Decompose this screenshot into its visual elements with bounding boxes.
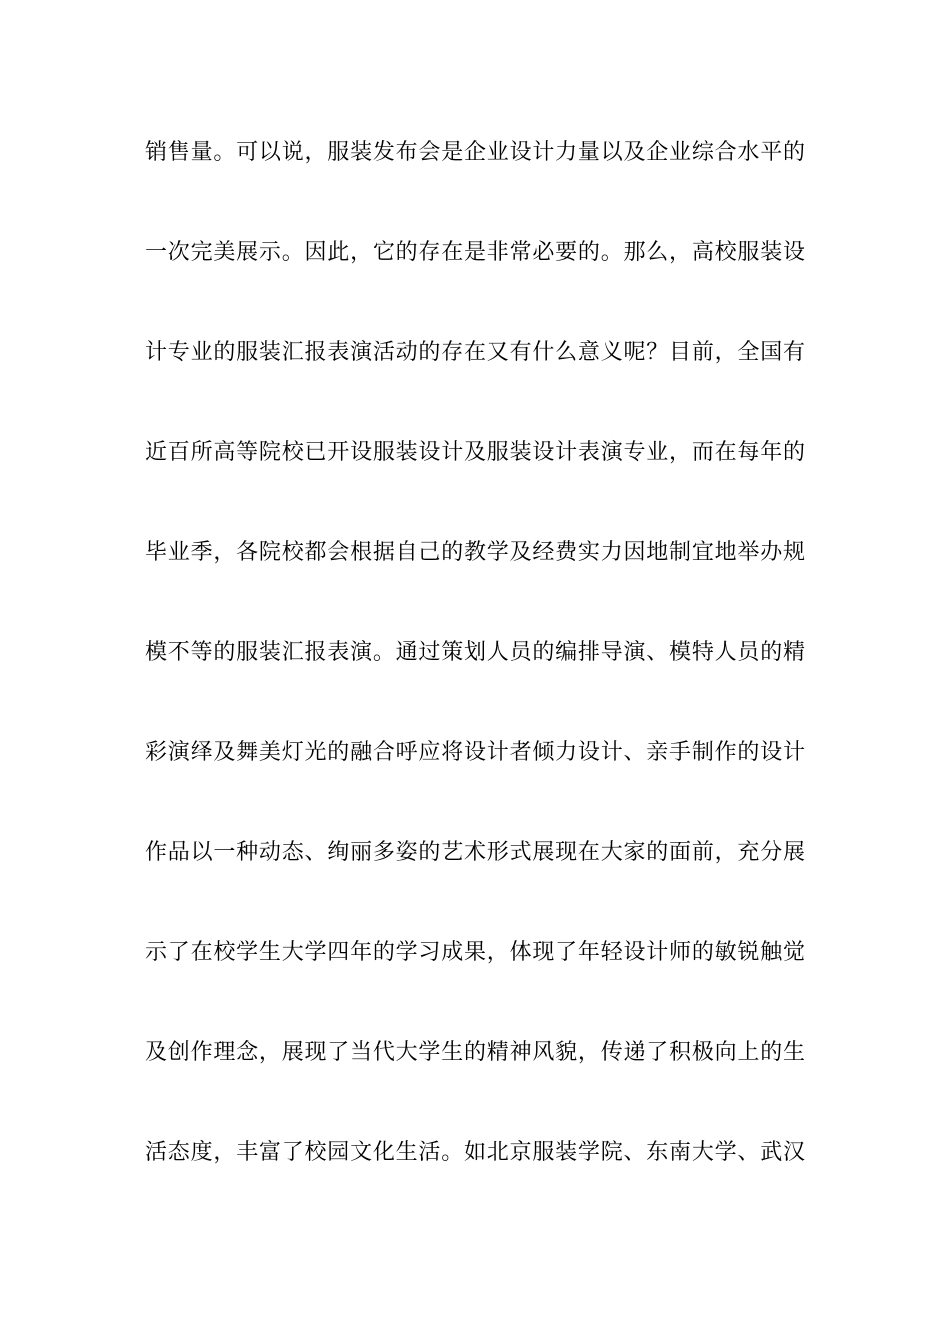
body-text (145, 128, 815, 1228)
text-line-11: 活态度，丰富了校园文化生活。如北京服装学院、东南大学、武汉 (145, 1140, 805, 1165)
text-line-7: 彩演绎及舞美灯光的融合呼应将设计者倾力设计、亲手制作的设计 (145, 740, 805, 765)
text-line-2: 一次完美展示。因此，它的存在是非常必要的。那么，高校服装设 (145, 240, 805, 265)
text-line-1: 销售量。可以说，服装发布会是企业设计力量以及企业综合水平的 (145, 140, 805, 165)
text-line-6: 模不等的服装汇报表演。通过策划人员的编排导演、模特人员的精 (145, 640, 805, 665)
text-line-3: 计专业的服装汇报表演活动的存在又有什么意义呢？目前，全国有 (145, 340, 805, 365)
text-line-8: 作品以一种动态、绚丽多姿的艺术形式展现在大家的面前，充分展 (145, 840, 805, 865)
text-line-9: 示了在校学生大学四年的学习成果，体现了年轻设计师的敏锐触觉 (145, 940, 805, 965)
text-line-4: 近百所高等院校已开设服装设计及服装设计表演专业，而在每年的 (145, 440, 805, 465)
text-line-5: 毕业季，各院校都会根据自己的教学及经费实力因地制宜地举办规 (145, 540, 805, 565)
text-line-10: 及创作理念，展现了当代大学生的精神风貌，传递了积极向上的生 (145, 1040, 805, 1065)
